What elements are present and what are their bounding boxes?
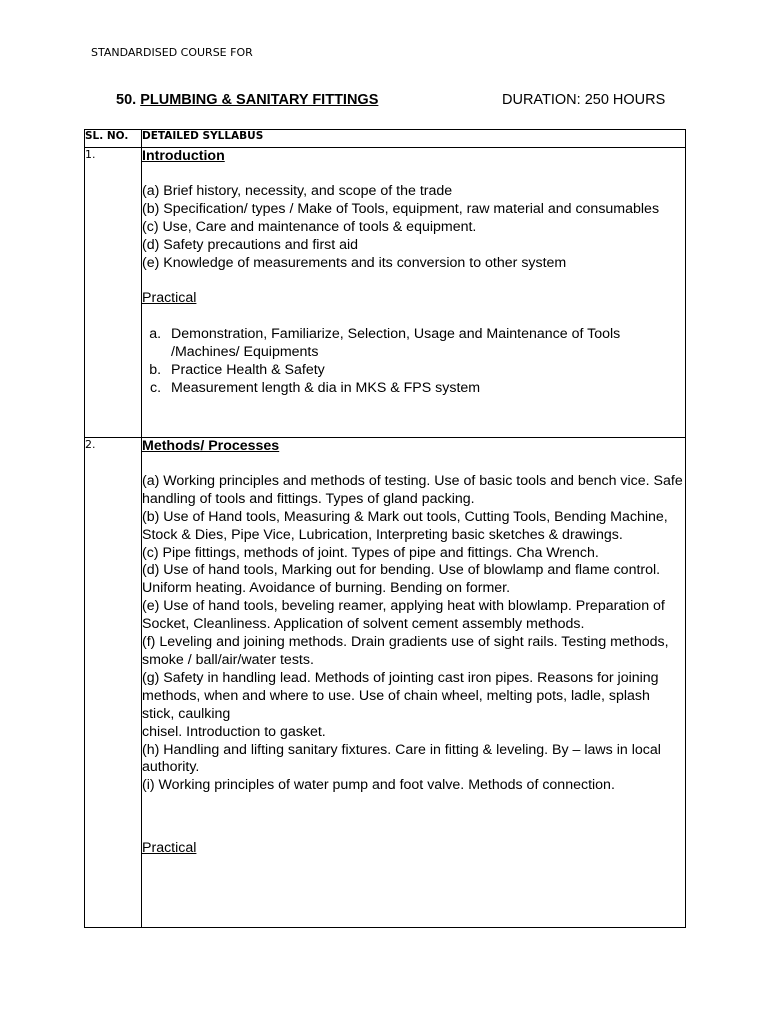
theory-item: (g) Safety in handling lead. Methods of jointing cast iron pipes. Reasons for joining methods, when and where to use. Use of chain wheel, melting pots, ladle, splash stick, caulking <box>142 669 659 722</box>
theory-item: (c) Use, Care and maintenance of tools & equipment. <box>142 218 477 235</box>
table-row <box>85 148 686 438</box>
theory-item: (a) Brief history, necessity, and scope of the trade <box>142 182 453 199</box>
practical-item: a. Demonstration, Familiarize, Selection, Usage and Maintenance of Tools /Machines/ Equipments <box>165 326 685 362</box>
row-syllabus-cell <box>142 148 686 438</box>
section-title: Introduction <box>142 148 225 164</box>
practical-title: Practical <box>142 840 197 857</box>
theory-item: chisel. Introduction to gasket. <box>142 723 326 740</box>
course-name: PLUMBING & SANITARY FITTINGS <box>140 92 379 108</box>
theory-item: (c) Pipe fittings, methods of joint. Types of pipe and fittings. Cha Wrench. <box>142 544 599 561</box>
theory-item: (b) Use of Hand tools, Measuring & Mark out tools, Cutting Tools, Bending Machine, Stock & Dies, Pipe Vice, Lubrication, Interpreting basic sketches & drawings. <box>142 508 668 543</box>
theory-item: (a) Working principles and methods of testing. Use of basic tools and bench vice. Safe handling of tools and fittings. Types of gland packing. <box>142 472 683 507</box>
col-sl-header: SL. NO. <box>85 130 142 148</box>
course-duration: DURATION: 250 HOURS <box>502 92 666 108</box>
row-syllabus-cell <box>142 438 686 928</box>
practical-item: c. Measurement length & dia in MKS & FPS system <box>165 380 685 398</box>
theory-item: (e) Use of hand tools, beveling reamer, applying heat with blowlamp. Preparation of Socket, Cleanliness. Application of solvent cement assembly methods. <box>142 598 665 633</box>
theory-item: (h) Handling and lifting sanitary fixtures. Care in fitting & leveling. By – laws in local authority. <box>142 741 661 776</box>
practical-title: Practical <box>142 290 197 307</box>
row-sl-number: 1. <box>85 148 142 438</box>
practical-item: b. Practice Health & Safety <box>165 362 685 380</box>
theory-item: (f) Leveling and joining methods. Drain gradients use of sight rails. Testing methods, smoke / ball/air/water tests. <box>142 634 669 668</box>
practical-list <box>142 326 685 398</box>
course-heading <box>116 92 686 108</box>
table-row <box>85 438 686 928</box>
table-header-row <box>85 130 686 148</box>
course-prefix: STANDARDISED COURSE FOR <box>91 46 253 59</box>
section-title: Methods/ Processes <box>142 438 280 454</box>
row-sl-number: 2. <box>85 438 142 928</box>
theory-item: (e) Knowledge of measurements and its conversion to other system <box>142 254 567 271</box>
course-number: 50. <box>116 92 137 108</box>
syllabus-table <box>84 129 686 928</box>
col-syllabus-header: DETAILED SYLLABUS <box>142 130 686 148</box>
theory-item: (b) Specification/ types / Make of Tools, equipment, raw material and consumables <box>142 200 660 217</box>
theory-item: (i) Working principles of water pump and foot valve. Methods of connection. <box>142 777 615 794</box>
theory-item: (d) Use of hand tools, Marking out for bending. Use of blowlamp and flame control. Uniform heating. Avoidance of burning. Bending on former. <box>142 562 661 597</box>
theory-item: (d) Safety precautions and first aid <box>142 236 359 253</box>
